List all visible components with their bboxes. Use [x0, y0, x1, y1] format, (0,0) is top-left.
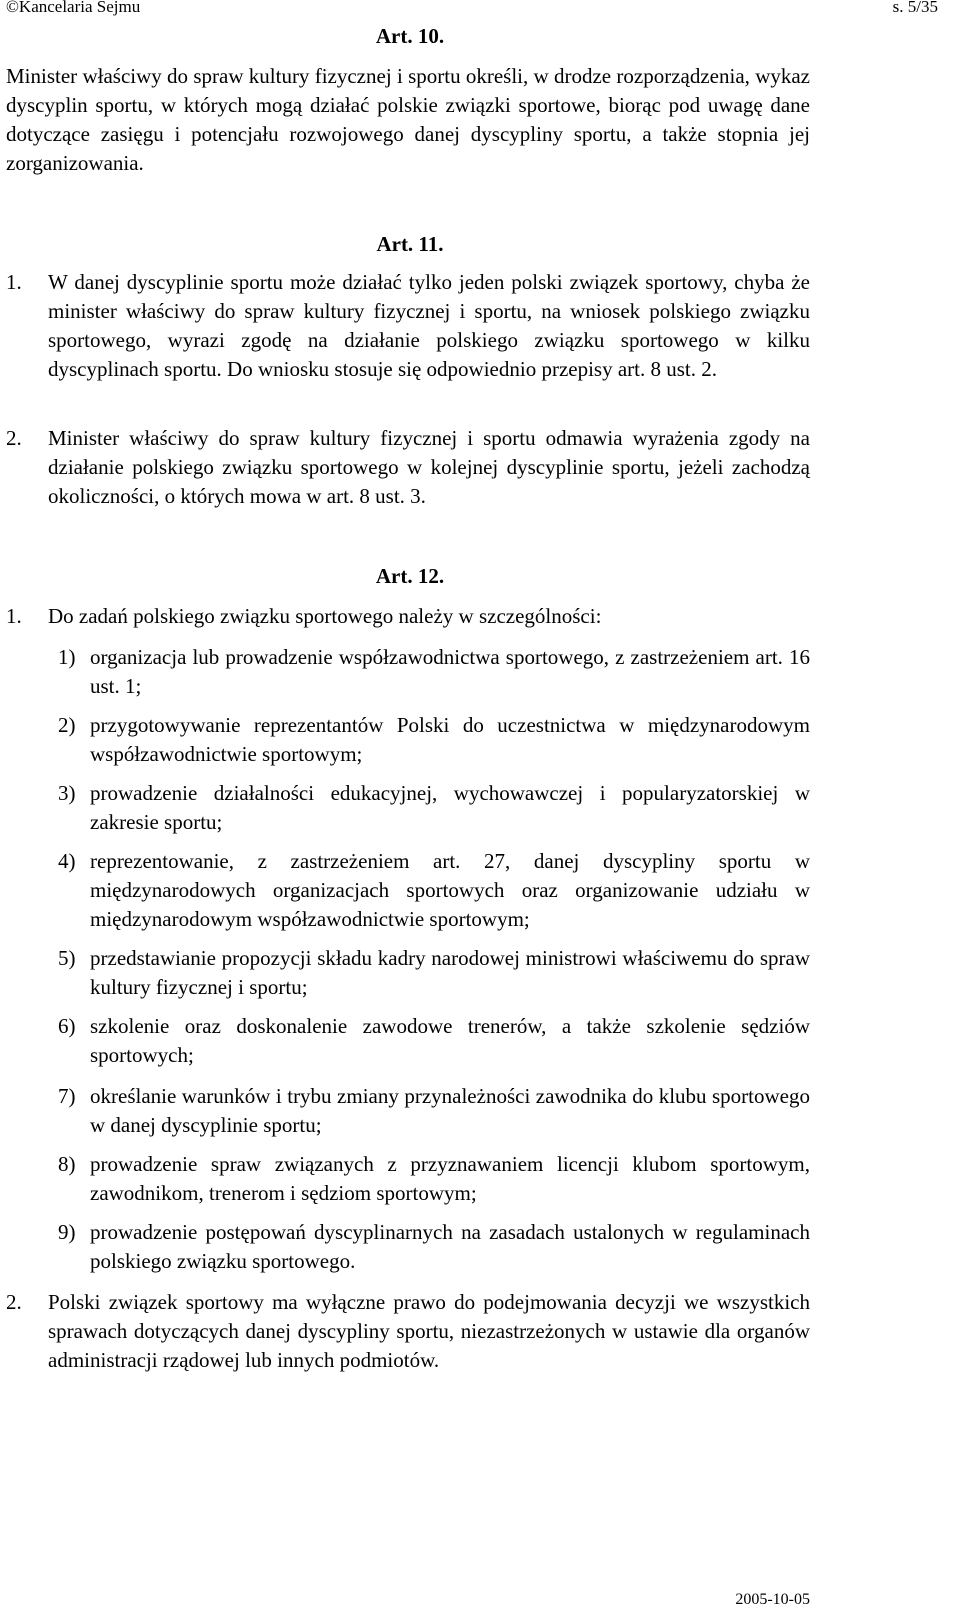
art-12-para-1-num: 1.	[6, 604, 22, 628]
list-item-text: prowadzenie działalności edukacyjnej, wychowawczej i popularyzatorskiej w zakresie sportu;	[90, 781, 810, 834]
list-item	[58, 1150, 810, 1208]
footer-date: 2005-10-05	[735, 1591, 810, 1608]
list-item-text: prowadzenie spraw związanych z przyznawaniem licencji klubom sportowym, zawodnikom, trenerom i sędziom sportowym;	[90, 1152, 810, 1205]
art-11-para-2	[6, 424, 810, 511]
art-11-para-2-num: 2.	[6, 426, 22, 450]
art-12-title: Art. 12.	[375, 564, 445, 588]
list-item-text: przygotowywanie reprezentantów Polski do uczestnictwa w międzynarodowym współzawodnictwie sportowym;	[90, 713, 810, 766]
art-11-para-1-num: 1.	[6, 270, 22, 294]
art-10-title: Art. 10.	[375, 24, 445, 48]
list-item-num: 8)	[58, 1152, 76, 1176]
header-page-number: s. 5/35	[892, 0, 938, 16]
list-item	[58, 944, 810, 1002]
list-item-num: 9)	[58, 1220, 76, 1244]
list-item-num: 7)	[58, 1084, 76, 1108]
list-item-text: przedstawianie propozycji składu kadry narodowej ministrowi właściwemu do spraw kultury fizycznej i sportu;	[90, 946, 810, 999]
art-12-para-2	[6, 1288, 810, 1375]
art-12-para-1	[6, 602, 810, 631]
list-item-text: szkolenie oraz doskonalenie zawodowe trenerów, a także szkolenie sędziów sportowych;	[90, 1014, 810, 1067]
list-item	[58, 1082, 810, 1140]
list-item	[58, 711, 810, 769]
list-item	[58, 1012, 810, 1070]
list-item-text: określanie warunków i trybu zmiany przynależności zawodnika do klubu sportowego w danej dyscyplinie sportu;	[90, 1084, 810, 1137]
art-12-para-1-text: Do zadań polskiego związku sportowego należy w szczególności:	[48, 604, 602, 628]
list-item	[58, 847, 810, 934]
art-12-para-2-num: 2.	[6, 1290, 22, 1314]
list-item-num: 3)	[58, 781, 76, 805]
art-11-para-1-text: W danej dyscyplinie sportu może działać tylko jeden polski związek sportowy, chyba że minister właściwy do spraw kultury fizycznej i sportu, na wniosek polskiego związku sportowego, wyrazi zgodę na działanie polskiego związku sportowego w kilku dyscyplinach sportu. Do wniosku stosuje się odpowiednio przepisy art. 8 ust. 2.	[48, 270, 810, 381]
art-11-para-1	[6, 268, 810, 384]
list-item-num: 6)	[58, 1014, 76, 1038]
list-item-num: 5)	[58, 946, 76, 970]
list-item-text: reprezentowanie, z zastrzeżeniem art. 27, danej dyscypliny sportu w międzynarodowych organizacjach sportowych oraz organizowanie udziału w międzynarodowym współzawodnictwie sportowym;	[90, 849, 810, 931]
list-item-text: prowadzenie postępowań dyscyplinarnych na zasadach ustalonych w regulaminach polskiego związku sportowego.	[90, 1220, 810, 1273]
art-11-title: Art. 11.	[376, 232, 444, 256]
header-copyright: ©Kancelaria Sejmu	[6, 0, 141, 16]
list-item-num: 2)	[58, 713, 76, 737]
art-11-para-2-text: Minister właściwy do spraw kultury fizycznej i sportu odmawia wyrażenia zgody na działanie polskiego związku sportowego w kolejnej dyscyplinie sportu, jeżeli zachodzą okoliczności, o których mowa w art. 8 ust. 3.	[48, 426, 810, 508]
list-item	[58, 779, 810, 837]
list-item-num: 4)	[58, 849, 76, 873]
list-item-num: 1)	[58, 645, 76, 669]
list-item	[58, 643, 810, 701]
art-10-text: Minister właściwy do spraw kultury fizycznej i sportu określi, w drodze rozporządzenia, wykaz dyscyplin sportu, w których mogą działać polskie związki sportowe, biorąc pod uwagę dane dotyczące zasięgu i potencjału rozwojowego danej dyscypliny sportu, a także stopnia jej zorganizowania.	[6, 64, 810, 175]
list-item-text: organizacja lub prowadzenie współzawodnictwa sportowego, z zastrzeżeniem art. 16 ust. 1;	[90, 645, 810, 698]
art-12-para-2-text: Polski związek sportowy ma wyłączne prawo do podejmowania decyzji we wszystkich sprawach dotyczących danej dyscypliny sportu, niezastrzeżonych w ustawie dla organów administracji rządowej lub innych podmiotów.	[48, 1290, 810, 1372]
list-item	[58, 1218, 810, 1276]
